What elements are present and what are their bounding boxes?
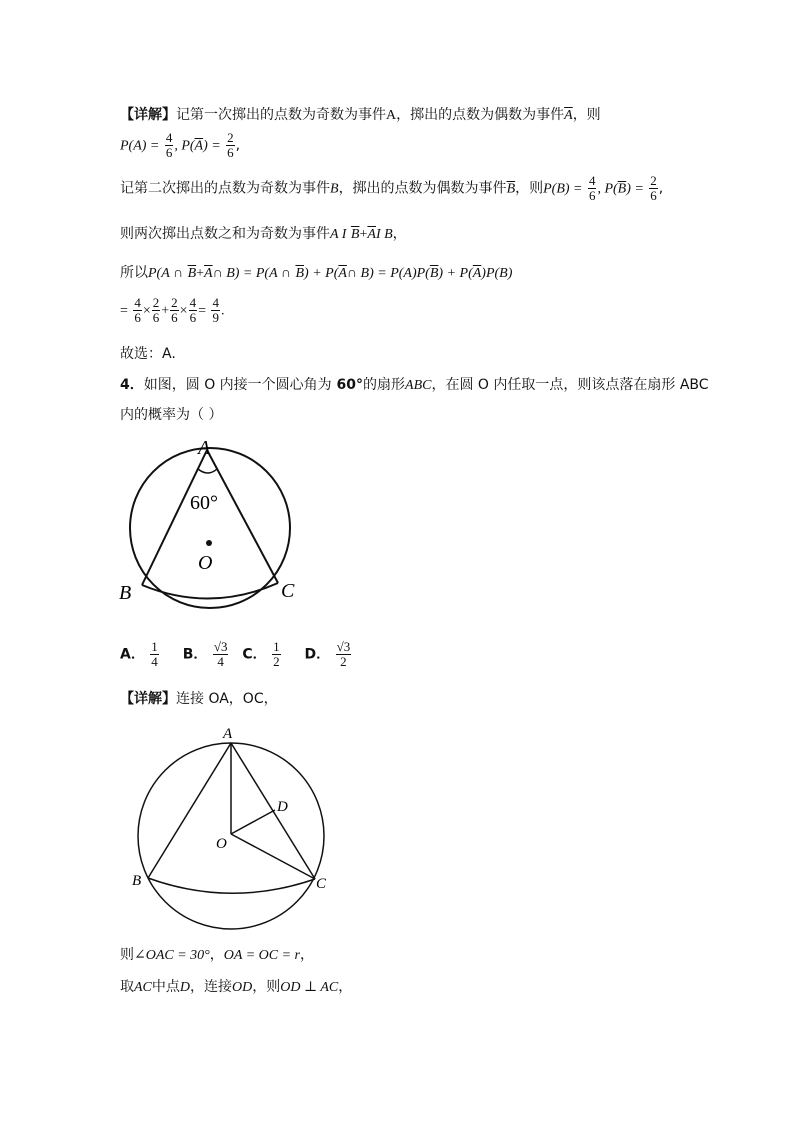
fraction: $\frac{4}{6}$ bbox=[588, 173, 596, 203]
question-4-cont: 内的概率为（ ） bbox=[120, 407, 223, 423]
calc-line: = $\frac{4}{6}$ × $\frac{2}{6}$ + $\frac{2}{6}$ × $\frac{4}{6}$ = $\frac{4}{9}$ . bbox=[120, 295, 225, 325]
probability-line-a: P(A) = $\frac{4}{6}$ , $P(\overline{A})$ = $\frac{2}{6}$ , bbox=[120, 130, 241, 160]
option-a-value: $\frac{1}{4}$ bbox=[151, 639, 158, 669]
option-d-label: D． bbox=[304, 646, 331, 663]
sum-event-line: 则两次掷出点数之和为奇数为事件A I $\overline{B}+\overline{A}I$ B， bbox=[120, 226, 407, 242]
probability-line-b: 记第二次掷出的点数为奇数为事件B，掷出的点数为偶数为事件$\overline{B}$，则P(B) = $\frac{4}{6}$ , $P(\overline{B})$ = $\frac{2}{6}$ , bbox=[120, 173, 664, 203]
arc-bc bbox=[142, 583, 278, 599]
sector-figure-2 bbox=[125, 722, 340, 947]
segment-oc bbox=[231, 834, 315, 879]
angle-arc bbox=[198, 469, 217, 473]
label-o: O bbox=[198, 552, 213, 574]
side-ab-2 bbox=[148, 743, 231, 878]
fraction: $\frac{2}{6}$ bbox=[650, 173, 657, 203]
side-ac bbox=[207, 450, 278, 583]
label-c-2: C bbox=[316, 876, 327, 892]
label-angle: 60° bbox=[190, 492, 218, 514]
midpoint-line: 取AC中点D，连接OD，则OD ⊥ AC， bbox=[120, 979, 353, 995]
angle-line: 则∠OAC = 30°，OA = OC = r， bbox=[120, 947, 314, 963]
label-a-2: A bbox=[223, 726, 233, 742]
fraction: $\frac{4}{6}$ bbox=[165, 130, 173, 160]
fraction: $\frac{4}{6}$ bbox=[189, 295, 197, 325]
option-a-label: A． bbox=[120, 646, 145, 663]
detail-line-2: 【详解】连接 OA，OC， bbox=[120, 691, 278, 707]
option-b-label: B． bbox=[182, 646, 208, 663]
fraction: $\frac{2}{6}$ bbox=[171, 295, 178, 325]
label-b: B bbox=[119, 582, 132, 604]
fraction: $\frac{2}{6}$ bbox=[227, 130, 234, 160]
detail-tag: 【详解】 bbox=[120, 107, 176, 123]
option-c-label: C． bbox=[242, 646, 267, 663]
option-b-value: $\frac{√3}{4}$ bbox=[213, 639, 228, 669]
option-d-value: $\frac{√3}{2}$ bbox=[336, 639, 351, 669]
detail-text: 记第一次掷出的点数为奇数为事件 bbox=[176, 107, 386, 123]
label-a: A bbox=[198, 437, 211, 459]
question-number: 4． bbox=[120, 377, 144, 393]
answer-line: 故选：A. bbox=[120, 346, 176, 362]
segment-od bbox=[231, 810, 275, 834]
center-dot bbox=[206, 540, 212, 546]
options-line bbox=[120, 640, 352, 669]
fraction: $\frac{4}{6}$ bbox=[134, 295, 141, 325]
fraction: $\frac{4}{9}$ bbox=[212, 295, 219, 325]
label-o-2: O bbox=[216, 836, 227, 852]
label-c: C bbox=[281, 580, 295, 602]
detail-line-1: 【详解】记第一次掷出的点数为奇数为事件A，掷出的点数为偶数为事件$\overline{A}$，则 bbox=[120, 107, 601, 123]
sector-figure-1 bbox=[110, 433, 310, 613]
option-c-value: $\frac{1}{2}$ bbox=[273, 639, 280, 669]
so-line: 所以P(A ∩ $\overline{B}+\overline{A}\cap$ B) = P(A ∩ $\overline{B}$) + $P(\overline{A}\cap$ $B) = P(A)P(\overline{B}) + P(\overline{A})P(B)$ bbox=[120, 265, 513, 281]
question-4: 4．如图，圆 O 内接一个圆心角为 60°的扇形ABC，在圆 O 内任取一点，则该点落在扇形 ABC bbox=[120, 377, 709, 393]
fraction: $\frac{2}{6}$ bbox=[152, 295, 160, 325]
arc-bc-2 bbox=[148, 878, 315, 893]
label-d-2: D bbox=[277, 799, 288, 815]
label-b-2: B bbox=[132, 873, 142, 889]
